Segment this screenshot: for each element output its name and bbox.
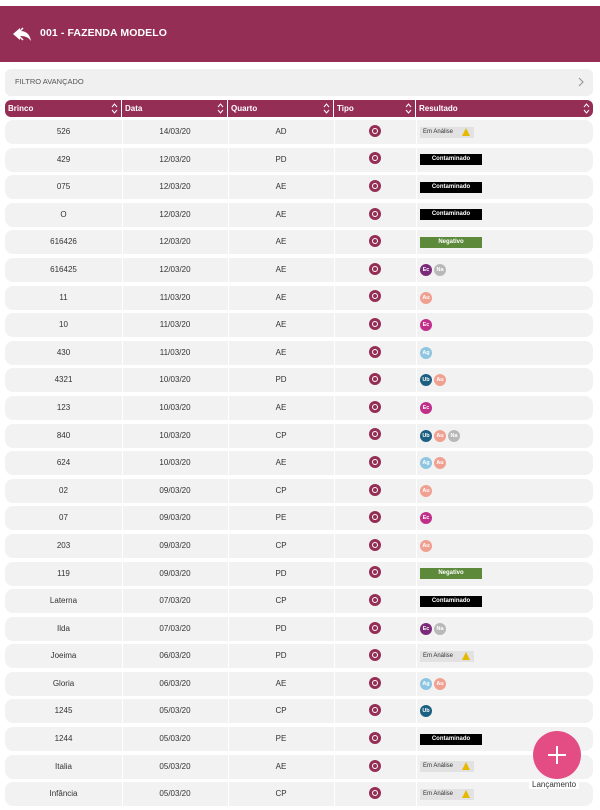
status-badge-contaminado: Contaminado (420, 182, 482, 193)
table-row[interactable] (5, 617, 593, 641)
table-row[interactable] (5, 451, 593, 475)
cell-brinco: Gloria (52, 678, 75, 688)
cell-tipo (334, 258, 416, 282)
cell-tipo (334, 589, 416, 613)
sample-type-icon (369, 787, 381, 799)
sample-type-icon (369, 760, 381, 772)
cell-quarto: PD (275, 651, 287, 661)
cell-tipo (334, 203, 416, 227)
sample-type-icon (369, 649, 381, 661)
cell-quarto: AE (275, 347, 287, 357)
cell-quarto: PD (275, 154, 287, 164)
table-header (5, 100, 593, 117)
cell-data: 05/03/20 (159, 706, 191, 716)
cell-resultado (416, 451, 593, 475)
pathogen-chip: Ag (420, 678, 432, 690)
status-badge-em-analise (420, 127, 474, 138)
cell-tipo (334, 451, 416, 475)
cell-data: 09/03/20 (159, 513, 191, 523)
warning-icon (462, 652, 470, 660)
sample-type-icon (369, 511, 381, 523)
table-row[interactable] (5, 782, 593, 806)
pathogen-chip: Na (434, 264, 446, 276)
sample-type-icon (369, 539, 381, 551)
warning-icon (462, 762, 470, 770)
cell-tipo (334, 699, 416, 723)
table-row[interactable] (5, 175, 593, 199)
table-row[interactable] (5, 368, 593, 392)
pathogen-chip: Ag (420, 347, 432, 359)
cell-resultado (416, 148, 593, 172)
pathogen-chip: Au (434, 374, 446, 386)
sample-type-icon (369, 125, 381, 137)
cell-tipo (334, 175, 416, 199)
cell-brinco: Joeima (50, 651, 77, 661)
col-header-label: Brinco (8, 104, 34, 113)
table-row[interactable] (5, 148, 593, 172)
cell-quarto: AE (275, 761, 287, 771)
status-badge-contaminado: Contaminado (420, 734, 482, 745)
cell-quarto: CP (275, 485, 287, 495)
cell-resultado (416, 203, 593, 227)
sort-icon (217, 103, 224, 114)
chevron-right-icon (577, 77, 585, 87)
pathogen-chip: Ec (420, 623, 432, 635)
table-row[interactable] (5, 396, 593, 420)
sample-type-icon (369, 732, 381, 744)
cell-data: 06/03/20 (159, 651, 191, 661)
cell-resultado (416, 506, 593, 530)
cell-brinco: 616426 (50, 237, 77, 247)
sample-type-icon (369, 428, 381, 440)
badge-label: Em Análise (423, 790, 454, 797)
cell-tipo (334, 368, 416, 392)
table-row[interactable] (5, 341, 593, 365)
cell-resultado (416, 258, 593, 282)
cell-tipo (334, 562, 416, 586)
cell-brinco: 203 (56, 540, 71, 550)
status-badge-negativo: Negativo (420, 568, 482, 579)
cell-quarto: AE (275, 402, 287, 412)
cell-brinco: 616425 (50, 264, 77, 274)
table-row[interactable] (5, 313, 593, 337)
back-reply-icon[interactable] (12, 26, 32, 42)
table-body (5, 120, 593, 810)
cell-data: 12/03/20 (159, 154, 191, 164)
status-badge-em-analise (420, 789, 474, 800)
cell-tipo (334, 148, 416, 172)
cell-data: 09/03/20 (159, 485, 191, 495)
table-row[interactable] (5, 727, 593, 751)
app-header (0, 6, 600, 62)
sample-type-icon (369, 373, 381, 385)
cell-brinco: 430 (56, 347, 71, 357)
cell-data: 07/03/20 (159, 596, 191, 606)
sample-type-icon (369, 235, 381, 247)
pathogen-chip: Au (420, 292, 432, 304)
cell-brinco: 4321 (54, 375, 73, 385)
fab-label: Lançamento (529, 780, 579, 789)
table-row[interactable] (5, 589, 593, 613)
cell-resultado (416, 230, 593, 254)
cell-resultado (416, 368, 593, 392)
cell-tipo (334, 782, 416, 806)
sort-icon (583, 103, 590, 114)
col-header-tipo[interactable] (334, 100, 416, 117)
cell-brinco: 11 (59, 292, 68, 302)
table-row[interactable] (5, 286, 593, 310)
sort-icon (323, 103, 330, 114)
cell-tipo (334, 617, 416, 641)
pathogen-chip: Au (420, 485, 432, 497)
sample-type-icon (369, 622, 381, 634)
pathogen-chip: Ub (420, 374, 432, 386)
pathogen-chip: Ub (420, 430, 432, 442)
status-badge-contaminado: Contaminado (420, 209, 482, 220)
sample-type-icon (369, 566, 381, 578)
status-badge-contaminado: Contaminado (420, 154, 482, 165)
cell-resultado (416, 120, 593, 144)
pathogen-chip: Au (434, 430, 446, 442)
cell-brinco: 02 (59, 485, 68, 495)
cell-brinco: 1245 (54, 706, 73, 716)
cell-quarto: CP (275, 540, 287, 550)
cell-data: 14/03/20 (159, 127, 191, 136)
cell-brinco: Infância (49, 789, 78, 799)
cell-quarto: PE (275, 513, 287, 523)
pathogen-chip: Na (434, 623, 446, 635)
col-header-label: Resultado (419, 104, 458, 113)
col-header-resultado[interactable] (416, 100, 593, 117)
cell-quarto: CP (275, 596, 287, 606)
pathogen-chip: Ec (420, 319, 432, 331)
sort-icon (111, 103, 118, 114)
cell-data: 09/03/20 (159, 540, 191, 550)
cell-data: 11/03/20 (159, 292, 191, 302)
col-header-quarto[interactable] (228, 100, 334, 117)
table-row[interactable] (5, 644, 593, 668)
cell-quarto: AE (275, 458, 287, 468)
cell-tipo (334, 286, 416, 310)
add-launch-button[interactable] (533, 731, 581, 779)
badge-label: Em Análise (423, 128, 454, 135)
sample-type-icon (369, 152, 381, 164)
cell-tipo (334, 396, 416, 420)
sample-type-icon (369, 208, 381, 220)
cell-brinco: 1244 (54, 734, 73, 744)
cell-brinco: Italia (55, 761, 72, 771)
sample-type-icon (369, 484, 381, 496)
page-title: 001 - FAZENDA MODELO (40, 27, 168, 39)
sort-icon (405, 103, 412, 114)
cell-data: 05/03/20 (159, 734, 191, 744)
table-row[interactable] (5, 534, 593, 558)
cell-brinco: 075 (56, 182, 71, 192)
table-row[interactable] (5, 258, 593, 282)
cell-data: 07/03/20 (159, 623, 191, 633)
cell-tipo (334, 727, 416, 751)
sample-type-icon (369, 401, 381, 413)
cell-data: 12/03/20 (159, 237, 191, 247)
cell-tipo (334, 672, 416, 696)
cell-brinco: 429 (56, 154, 71, 164)
cell-data: 10/03/20 (159, 402, 191, 412)
sample-type-icon (369, 346, 381, 358)
cell-tipo (334, 534, 416, 558)
sample-type-icon (369, 594, 381, 606)
cell-resultado (416, 617, 593, 641)
sample-type-icon (369, 456, 381, 468)
cell-resultado (416, 644, 593, 668)
cell-data: 10/03/20 (159, 458, 191, 468)
cell-resultado (416, 479, 593, 503)
cell-resultado (416, 562, 593, 586)
sample-type-icon (369, 704, 381, 716)
cell-brinco: Laterna (49, 596, 78, 606)
sample-type-icon (369, 318, 381, 330)
table-row[interactable] (5, 203, 593, 227)
pathogen-chip: Au (434, 678, 446, 690)
cell-resultado (416, 534, 593, 558)
table-row[interactable] (5, 699, 593, 723)
cell-quarto: PE (275, 734, 287, 744)
pathogen-chip: Ec (420, 512, 432, 524)
cell-data: 05/03/20 (159, 789, 191, 799)
advanced-filter-bar[interactable] (5, 69, 593, 96)
cell-quarto: AE (275, 237, 287, 247)
cell-quarto: AE (275, 182, 287, 192)
col-header-data[interactable] (122, 100, 228, 117)
table-row[interactable] (5, 506, 593, 530)
pathogen-chip: Au (420, 540, 432, 552)
cell-data: 10/03/20 (159, 430, 191, 440)
cell-brinco: O (60, 209, 67, 219)
cell-quarto: PD (275, 623, 287, 633)
cell-resultado (416, 341, 593, 365)
table-row[interactable] (5, 479, 593, 503)
pathogen-chip: Ag (420, 457, 432, 469)
cell-brinco: 526 (56, 127, 71, 136)
cell-data: 05/03/20 (159, 761, 191, 771)
cell-tipo (334, 341, 416, 365)
table-row[interactable] (5, 755, 593, 779)
cell-tipo (334, 755, 416, 779)
cell-resultado (416, 424, 593, 448)
cell-quarto: AE (275, 264, 287, 274)
cell-data: 12/03/20 (159, 264, 191, 274)
col-header-label: Tipo (337, 104, 354, 113)
cell-data: 06/03/20 (159, 678, 191, 688)
cell-brinco: Ilda (57, 623, 70, 633)
cell-resultado (416, 589, 593, 613)
table-row[interactable] (5, 424, 593, 448)
badge-label: Em Análise (423, 763, 454, 770)
pathogen-chip: Na (448, 430, 460, 442)
table-row[interactable] (5, 120, 593, 144)
pathogen-chip: Au (434, 457, 446, 469)
cell-quarto: AE (275, 292, 287, 302)
cell-resultado (416, 175, 593, 199)
pathogen-chip: Ub (420, 705, 432, 717)
cell-brinco: 07 (59, 513, 68, 523)
status-badge-em-analise (420, 761, 474, 772)
cell-data: 11/03/20 (159, 320, 191, 330)
table-row[interactable] (5, 672, 593, 696)
cell-quarto: AE (275, 678, 287, 688)
filter-label: FILTRO AVANÇADO (15, 77, 84, 86)
cell-data: 11/03/20 (159, 347, 191, 357)
cell-data: 12/03/20 (159, 182, 191, 192)
cell-resultado (416, 313, 593, 337)
cell-tipo (334, 479, 416, 503)
cell-resultado (416, 286, 593, 310)
cell-tipo (334, 230, 416, 254)
col-header-label: Data (125, 104, 143, 113)
cell-resultado (416, 672, 593, 696)
cell-tipo (334, 644, 416, 668)
col-header-brinco[interactable] (5, 100, 122, 117)
cell-quarto: AD (275, 127, 287, 136)
cell-quarto: CP (275, 430, 287, 440)
cell-brinco: 119 (57, 568, 70, 578)
sample-type-icon (369, 290, 381, 302)
cell-quarto: AE (275, 209, 287, 219)
cell-tipo (334, 120, 416, 144)
cell-quarto: AE (275, 320, 287, 330)
cell-brinco: 123 (56, 402, 71, 412)
status-badge-contaminado: Contaminado (420, 596, 482, 607)
pathogen-chip: Ec (420, 264, 432, 276)
cell-data: 12/03/20 (159, 209, 191, 219)
cell-tipo (334, 506, 416, 530)
sample-type-icon (369, 677, 381, 689)
table-row[interactable] (5, 562, 593, 586)
cell-tipo (334, 313, 416, 337)
col-header-label: Quarto (231, 104, 258, 113)
cell-quarto: CP (275, 706, 287, 716)
cell-brinco: 624 (56, 458, 71, 468)
warning-icon (462, 128, 470, 136)
cell-brinco: 840 (56, 430, 71, 440)
warning-icon (462, 790, 470, 798)
sample-type-icon (369, 263, 381, 275)
badge-label: Em Análise (423, 652, 454, 659)
cell-data: 09/03/20 (159, 568, 191, 578)
status-badge-negativo: Negativo (420, 237, 482, 248)
cell-data: 10/03/20 (159, 375, 191, 385)
cell-tipo (334, 424, 416, 448)
cell-resultado (416, 396, 593, 420)
cell-quarto: PD (275, 568, 287, 578)
pathogen-chip: Ec (420, 402, 432, 414)
cell-quarto: PD (275, 375, 287, 385)
table-row[interactable] (5, 230, 593, 254)
status-badge-em-analise (420, 651, 474, 662)
sample-type-icon (369, 180, 381, 192)
cell-brinco: 10 (59, 320, 68, 330)
cell-quarto: CP (275, 789, 287, 799)
cell-resultado (416, 699, 593, 723)
